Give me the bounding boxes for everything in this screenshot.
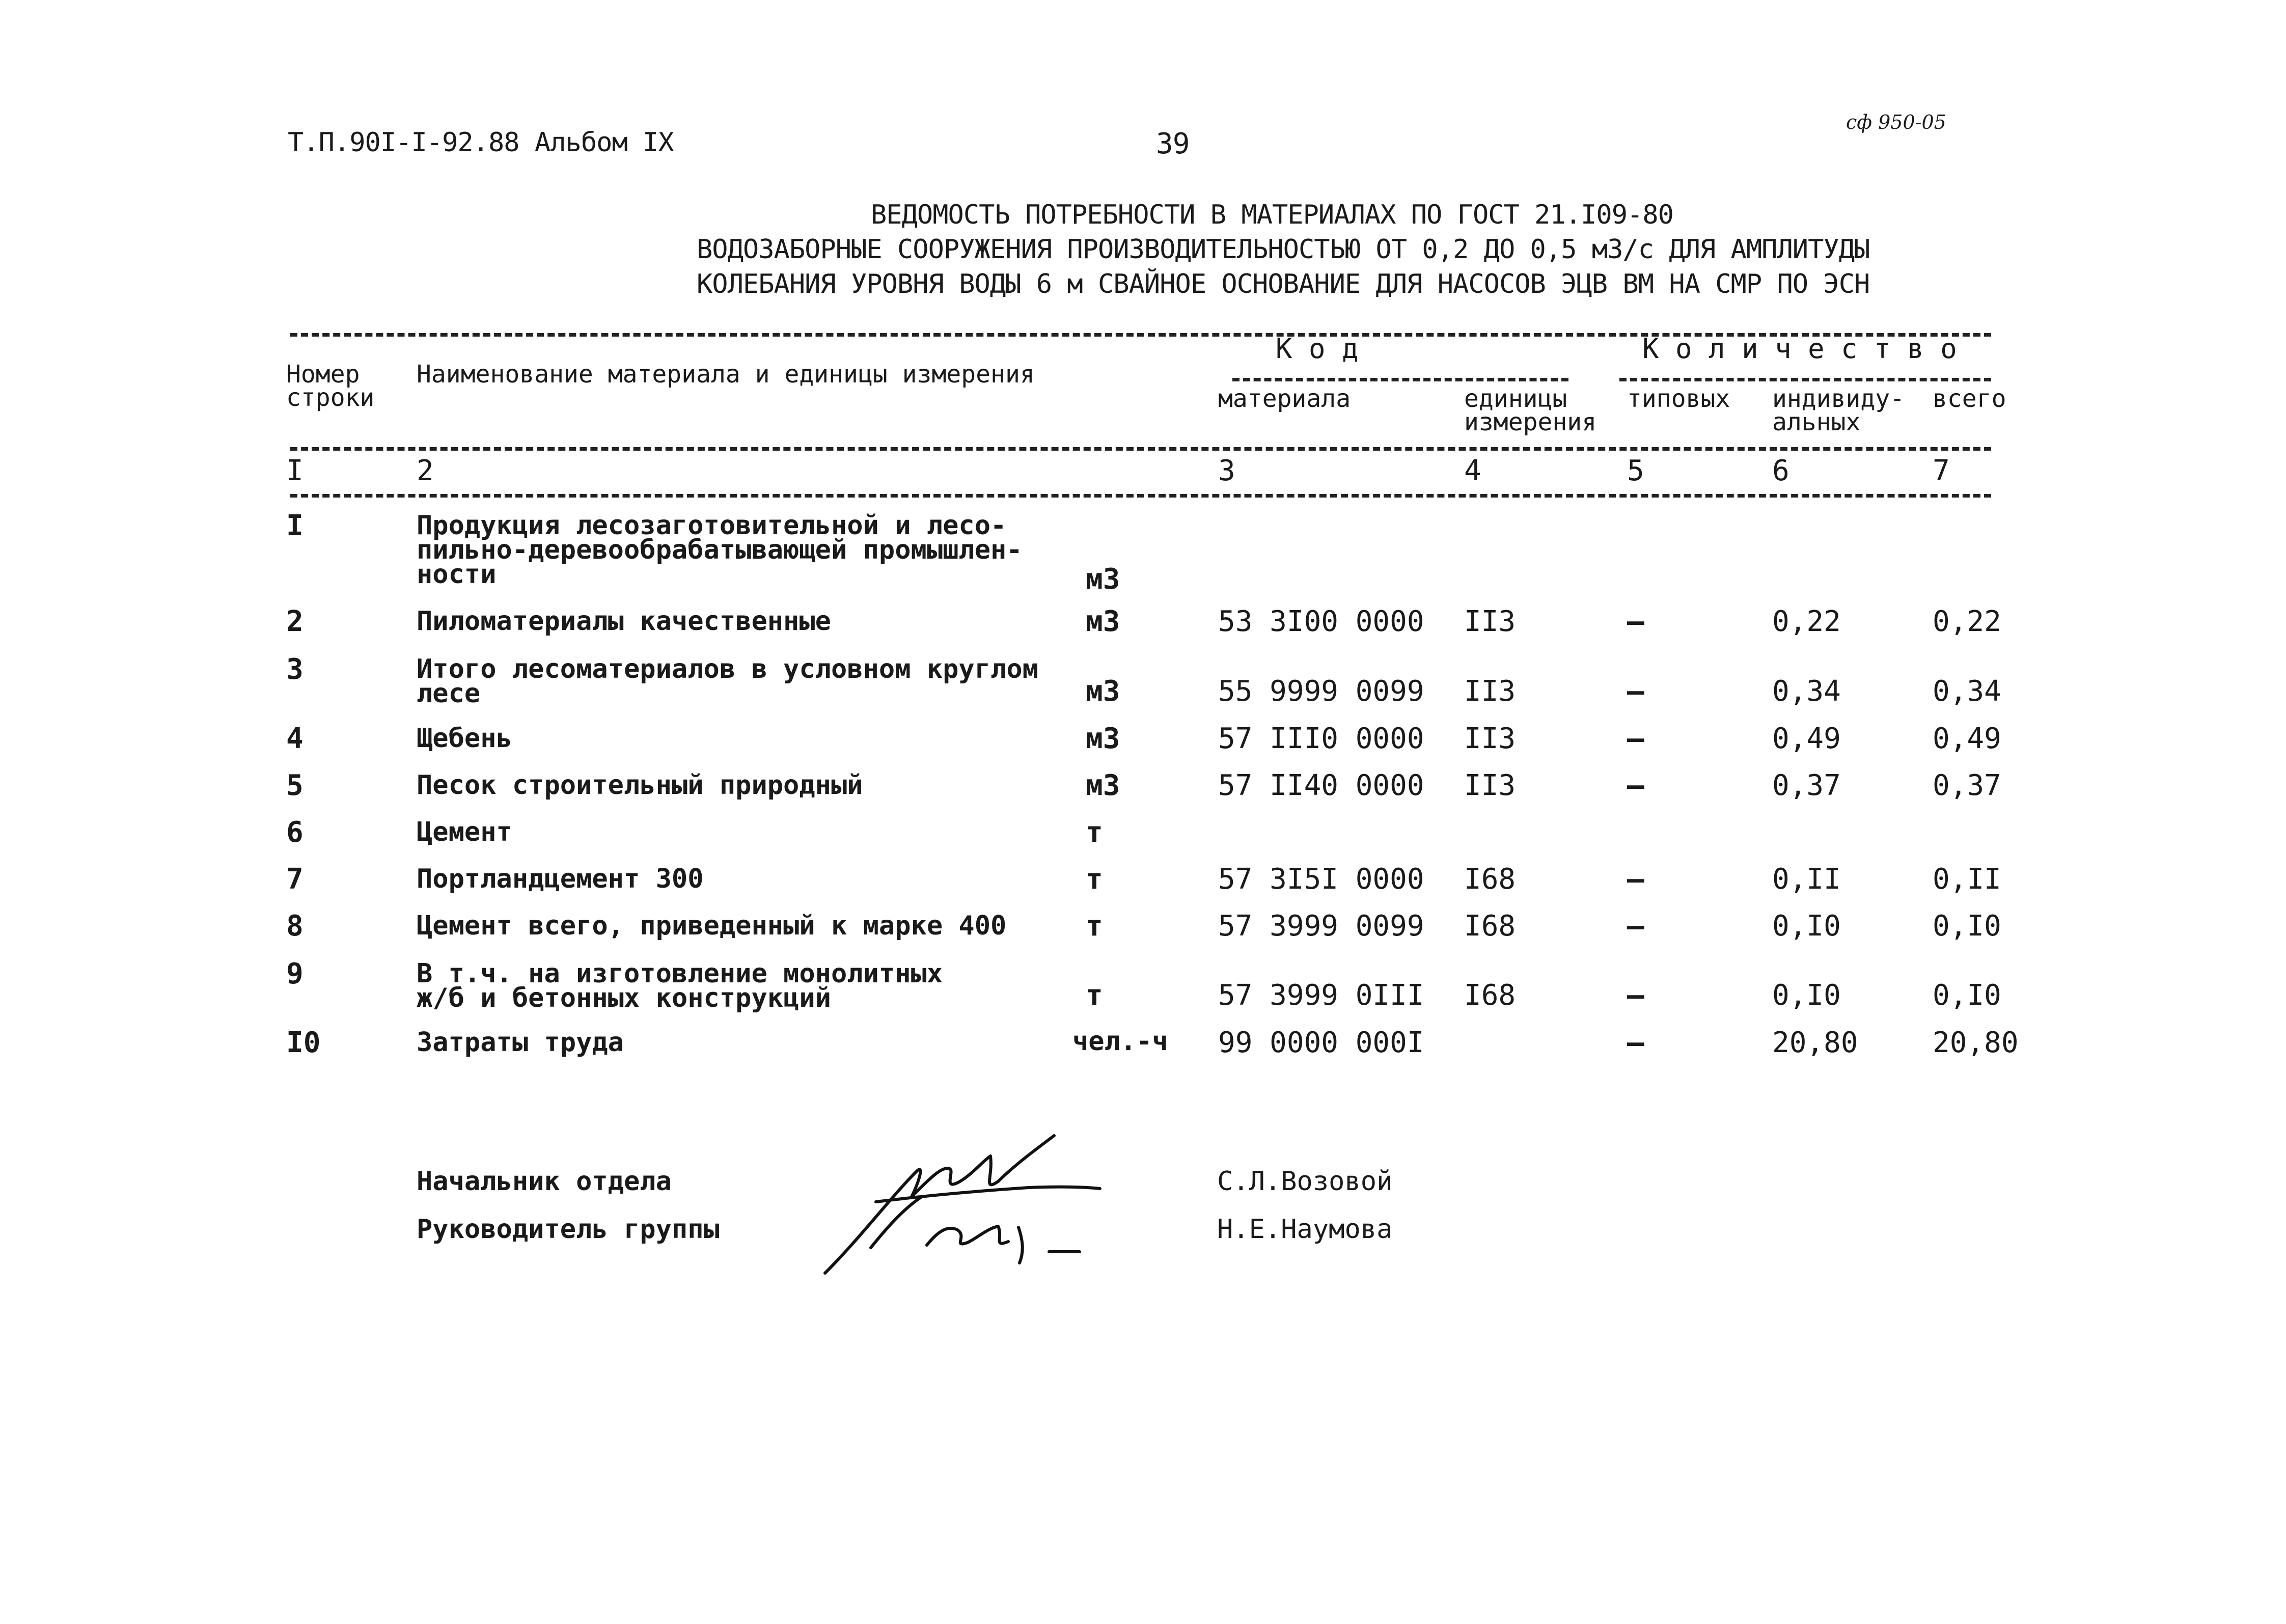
unit: м3 xyxy=(1086,605,1120,638)
material-name xyxy=(417,958,943,1013)
material-name: Затраты труда xyxy=(417,1027,624,1058)
row-number: 3 xyxy=(286,653,304,686)
row-number: 8 xyxy=(286,910,304,943)
qty-individual-header xyxy=(1772,384,1905,436)
code-group-rule xyxy=(1232,378,1568,381)
row-number: 5 xyxy=(286,769,304,802)
col-number-4: 4 xyxy=(1464,454,1481,487)
qty-individual-header-line-1: индивиду- xyxy=(1772,384,1905,413)
unit: т xyxy=(1086,979,1103,1012)
material-code: 57 II40 0000 xyxy=(1218,769,1424,802)
material-code: 57 III0 0000 xyxy=(1218,722,1424,755)
qty-total-header: всего xyxy=(1933,384,2006,413)
qty-total: 0,I0 xyxy=(1933,979,2001,1012)
qty-typical: – xyxy=(1627,979,1644,1012)
qty-typical-header: типовых xyxy=(1627,384,1730,413)
qty-total: 0,49 xyxy=(1933,722,2001,755)
row-number: 4 xyxy=(286,722,304,755)
title-line-3: КОЛЕБАНИЯ УРОВНЯ ВОДЫ 6 м СВАЙНОЕ ОСНОВАНИЕ ДЛЯ НАСОСОВ ЭЦВ ВМ НА СМР ПО ЭСН xyxy=(697,269,1870,299)
material-name-line: Итого лесоматериалов в условном круглом xyxy=(417,654,1038,684)
qty-total: 0,34 xyxy=(1933,675,2001,708)
material-name-line: Продукция лесозаготовительной и лесо- xyxy=(417,510,1007,541)
unit: м3 xyxy=(1086,675,1120,708)
row-number-header-line-2: строки xyxy=(286,383,375,412)
unit-code: I68 xyxy=(1464,863,1516,896)
material-code: 53 3I00 0000 xyxy=(1218,605,1424,638)
qty-group-rule xyxy=(1619,378,1991,381)
unit: т xyxy=(1086,816,1103,849)
row-number: I xyxy=(286,509,304,542)
col-number-7: 7 xyxy=(1933,454,1950,487)
material-code: 55 9999 0099 xyxy=(1218,675,1424,708)
material-name: Цемент xyxy=(417,817,512,847)
unit-code: II3 xyxy=(1464,722,1516,755)
material-name-line: ности xyxy=(417,559,497,590)
material-name-line: лесе xyxy=(417,678,481,709)
material-code: 57 3I5I 0000 xyxy=(1218,863,1424,896)
qty-total: 20,80 xyxy=(1933,1026,2019,1059)
qty-individual: 0,II xyxy=(1772,863,1841,896)
title-line-2: ВОДОЗАБОРНЫЕ СООРУЖЕНИЯ ПРОИЗВОДИТЕЛЬНОСТЬЮ ОТ 0,2 ДО 0,5 м3/с ДЛЯ АМПЛИТУДЫ xyxy=(697,234,1870,265)
row-number: 9 xyxy=(286,957,304,990)
code-unit-header xyxy=(1464,384,1597,436)
unit: м3 xyxy=(1086,722,1120,755)
qty-total: 0,II xyxy=(1933,863,2001,896)
row-number-header-line-1: Номер xyxy=(286,360,360,389)
qty-individual: 0,49 xyxy=(1772,722,1841,755)
qty-individual: 0,I0 xyxy=(1772,910,1841,943)
archive-stamp: сф 950-05 xyxy=(1846,111,1946,133)
material-name xyxy=(417,654,1038,709)
title-line-1: ВЕДОМОСТЬ ПОТРЕБНОСТИ В МАТЕРИАЛАХ ПО ГОСТ 21.I09-80 xyxy=(871,200,1673,230)
row-number-header xyxy=(286,360,375,412)
qty-total: 0,I0 xyxy=(1933,910,2001,943)
unit: т xyxy=(1086,863,1103,896)
header-bottom-rule xyxy=(290,494,1991,498)
material-name: Песок строительный природный xyxy=(417,770,863,801)
header-middle-rule xyxy=(290,447,1991,451)
material-name: Щебень xyxy=(417,723,512,754)
qty-individual-header-line-2: альных xyxy=(1772,408,1861,436)
material-name: Портландцемент 300 xyxy=(417,864,704,894)
col-number-5: 5 xyxy=(1627,454,1644,487)
qty-typical: – xyxy=(1627,605,1644,638)
qty-individual: 0,I0 xyxy=(1772,979,1841,1012)
row-number: I0 xyxy=(286,1026,321,1059)
unit-code: II3 xyxy=(1464,675,1516,708)
material-name-line: ж/б и бетонных конструкций xyxy=(417,983,831,1013)
col-number-1: I xyxy=(286,454,304,487)
row-number: 7 xyxy=(286,863,304,896)
material-name-line: пильно-деревообрабатывающей промышлен- xyxy=(417,535,1023,565)
qty-group-header: К о л и ч е с т в о xyxy=(1642,333,1957,365)
page-number: 39 xyxy=(1156,127,1190,160)
col-number-6: 6 xyxy=(1772,454,1789,487)
qty-total: 0,37 xyxy=(1933,769,2001,802)
code-material-header: материала xyxy=(1218,384,1351,413)
material-code: 99 0000 000I xyxy=(1218,1026,1424,1059)
signatory-name-1: С.Л.Возовой xyxy=(1217,1166,1393,1197)
unit-code: I68 xyxy=(1464,979,1516,1012)
material-name-line: В т.ч. на изготовление монолитных xyxy=(417,958,943,989)
qty-individual: 0,37 xyxy=(1772,769,1841,802)
unit: м3 xyxy=(1086,563,1120,596)
document-reference: Т.П.90I-I-92.88 Альбом IX xyxy=(288,127,674,158)
unit-code: II3 xyxy=(1464,769,1516,802)
qty-total: 0,22 xyxy=(1933,605,2001,638)
col-number-2: 2 xyxy=(417,454,434,487)
col-number-3: 3 xyxy=(1218,454,1235,487)
material-name: Пиломатериалы качественные xyxy=(417,606,831,637)
material-name: Цемент всего, приведенный к марке 400 xyxy=(417,911,1007,941)
handwritten-signature xyxy=(815,1120,1141,1283)
unit: чел.-ч xyxy=(1072,1026,1168,1057)
qty-typical: – xyxy=(1627,722,1644,755)
row-number: 2 xyxy=(286,605,304,638)
qty-individual: 0,34 xyxy=(1772,675,1841,708)
unit: м3 xyxy=(1086,769,1120,802)
material-code: 57 3999 0099 xyxy=(1218,910,1424,943)
qty-individual: 20,80 xyxy=(1772,1026,1858,1059)
unit-code: I68 xyxy=(1464,910,1516,943)
qty-individual: 0,22 xyxy=(1772,605,1841,638)
qty-typical: – xyxy=(1627,675,1644,708)
signatory-name-2: Н.Е.Наумова xyxy=(1217,1214,1393,1245)
signatory-role-2: Руководитель группы xyxy=(417,1214,720,1245)
code-unit-header-line-2: измерения xyxy=(1464,408,1597,436)
material-name-header: Наименование материала и единицы измерения xyxy=(417,360,1035,389)
signatory-role-1: Начальник отдела xyxy=(417,1166,672,1197)
material-code: 57 3999 0III xyxy=(1218,979,1424,1012)
material-name xyxy=(417,510,1023,590)
code-unit-header-line-1: единицы xyxy=(1464,384,1567,413)
unit-code: II3 xyxy=(1464,605,1516,638)
qty-typical: – xyxy=(1627,910,1644,943)
qty-typical: – xyxy=(1627,863,1644,896)
unit: т xyxy=(1086,910,1103,943)
qty-typical: – xyxy=(1627,769,1644,802)
qty-typical: – xyxy=(1627,1026,1644,1059)
row-number: 6 xyxy=(286,816,304,849)
code-group-header: К о д xyxy=(1276,333,1359,365)
